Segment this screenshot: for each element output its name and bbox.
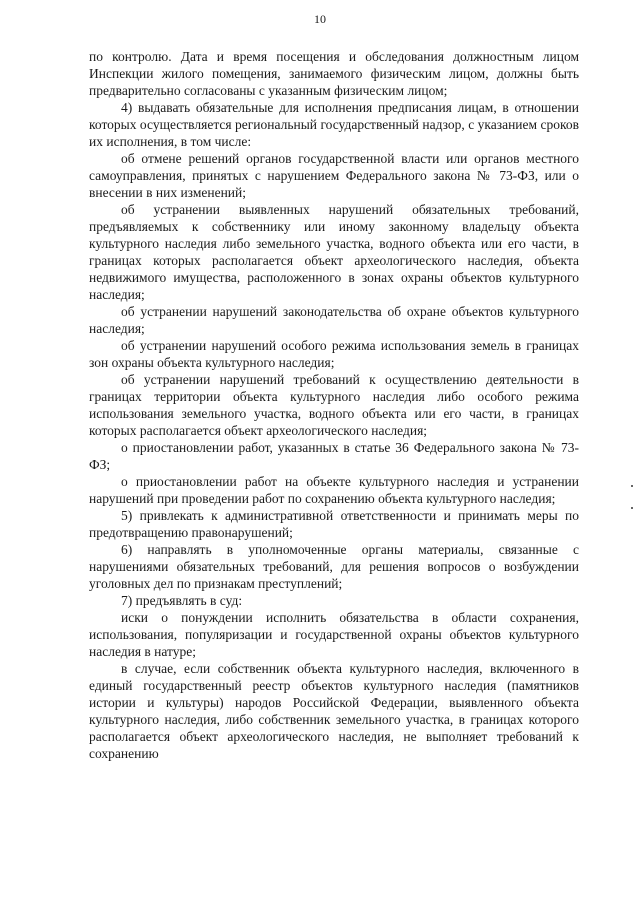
document-body [89,48,579,762]
paragraph: по контролю. Дата и время посещения и обследования должностным лицом Инспекции жилого помещения, занимаемого физическим лицом, должны быть предварительно согласованы с указанным физическим лицом; [89,49,579,98]
page-number: 10 [314,12,326,26]
paragraph: о приостановлении работ, указанных в статье 36 Федерального закона № 73-ФЗ; [89,440,579,472]
scan-artifact [631,485,633,487]
paragraph: об устранении выявленных нарушений обязательных требований, предъявляемых к собственнику или иному законному владельцу объекта культурного наследия либо земельного участка, водного объекта или его части, в границах которых располагается объект археологического наследия, объекта недвижимого имущества, расположенного в зонах охраны объектов культурного наследия; [89,202,579,302]
paragraph: 4) выдавать обязательные для исполнения предписания лицам, в отношении которых осуществляется региональный государственный надзор, с указанием сроков их исполнения, в том числе: [89,100,579,149]
paragraph: об устранении нарушений законодательства об охране объектов культурного наследия; [89,304,579,336]
paragraph: 6) направлять в уполномоченные органы материалы, связанные с нарушениями обязательных требований, для решения вопросов о возбуждении уголовных дел по признакам преступлений; [89,542,579,591]
paragraph: 5) привлекать к административной ответственности и принимать меры по предотвращению правонарушений; [89,508,579,540]
paragraph: об устранении нарушений требований к осуществлению деятельности в границах территории объекта культурного наследия либо особого режима использования земельного участка, водного объекта или его части, в границах которых располагается объект археологического наследия; [89,372,579,438]
paragraph: о приостановлении работ на объекте культурного наследия и устранении нарушений при проведении работ по сохранению объекта культурного наследия; [89,474,579,506]
scan-artifact [631,507,633,509]
paragraph: иски о понуждении исполнить обязательства в области сохранения, использования, популяризации и государственной охраны объектов культурного наследия в натуре; [89,610,579,659]
paragraph: об устранении нарушений особого режима использования земель в границах зон охраны объекта культурного наследия; [89,338,579,370]
paragraph: в случае, если собственник объекта культурного наследия, включенного в единый государственный реестр объектов культурного наследия (памятников истории и культуры) народов Российской Федерации, выявленного объекта культурного наследия, либо собственник земельного участка, в границах которого располагается объект археологического наследия, не выполняет требований к сохранению [89,661,579,761]
paragraph: об отмене решений органов государственной власти или органов местного самоуправления, принятых с нарушением Федерального закона № 73-ФЗ, или о внесении в них изменений; [89,151,579,200]
paragraph: 7) предъявлять в суд: [121,593,243,608]
